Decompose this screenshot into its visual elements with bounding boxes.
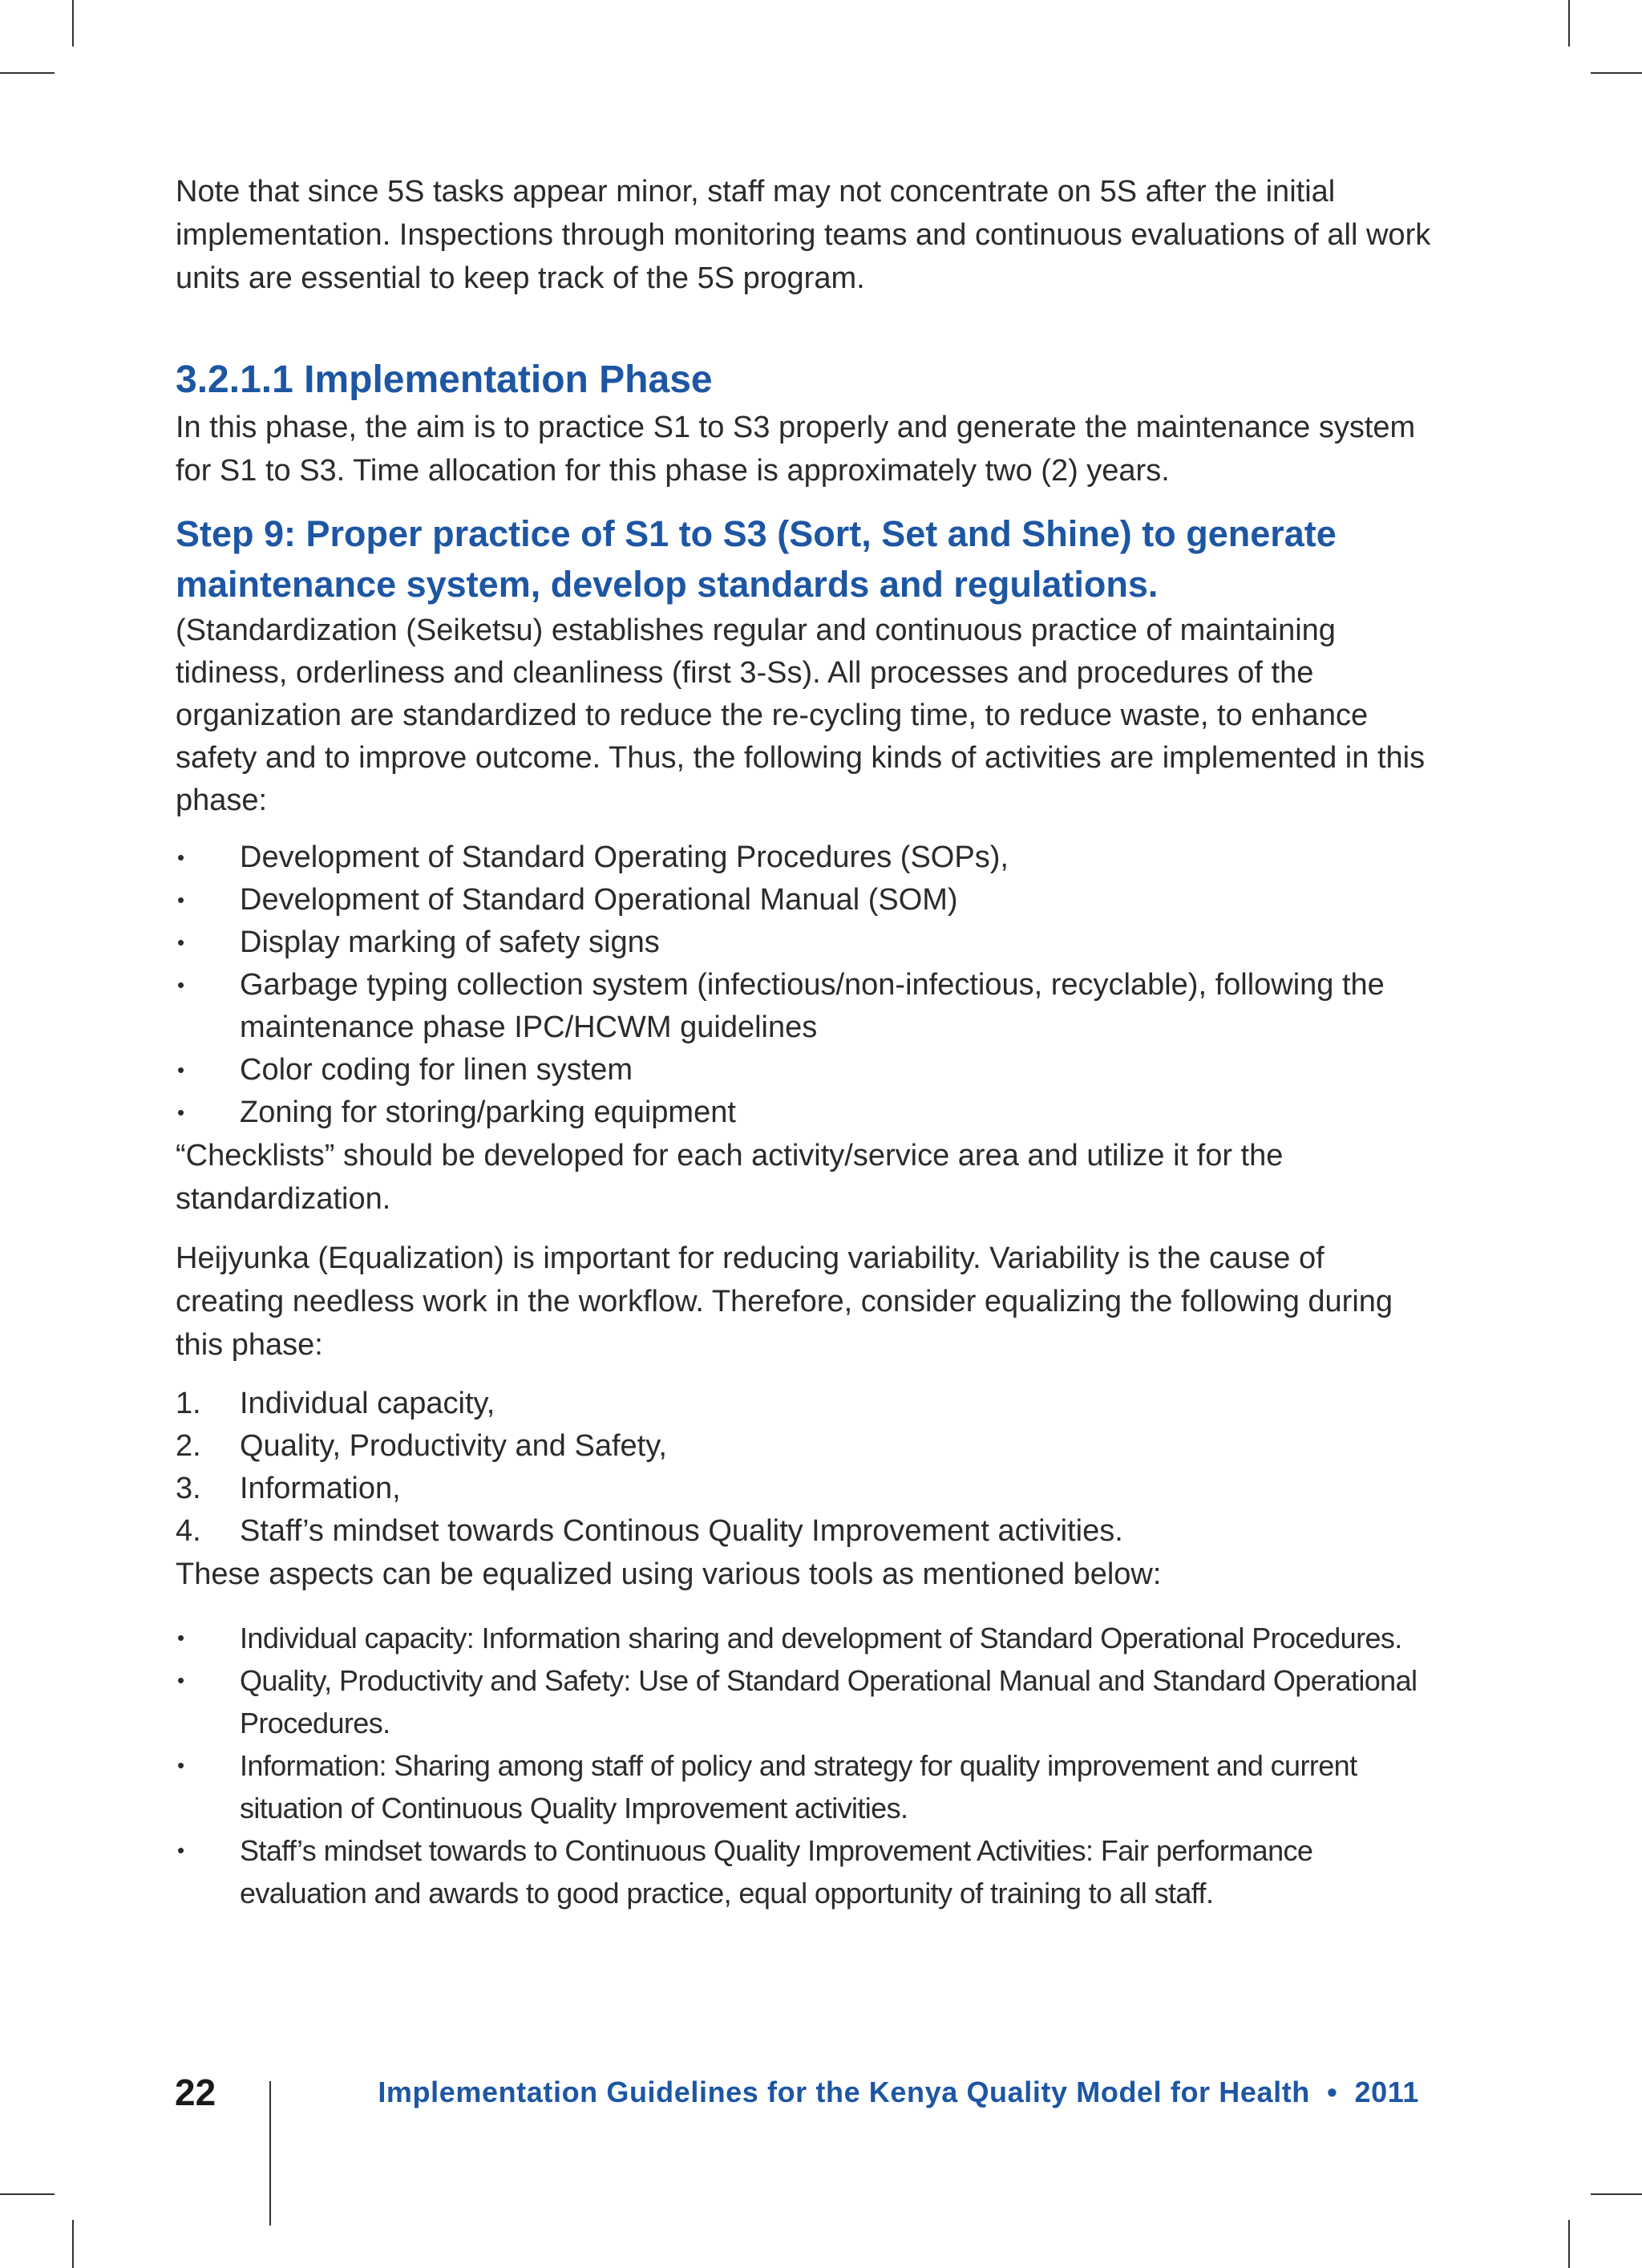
list-item-text: Information, xyxy=(240,1472,401,1505)
list-item xyxy=(176,1617,1438,1659)
list-item xyxy=(176,879,1438,921)
list-item-text: Development of Standard Operating Procedures (SOPs), xyxy=(240,840,1009,874)
list-number: 1. xyxy=(176,1387,201,1420)
crop-mark-bottom-right-vertical xyxy=(1568,2220,1570,2268)
bullet-icon: • xyxy=(177,1668,184,1692)
crop-mark-top-right-horizontal xyxy=(1591,72,1642,74)
bullet-icon: • xyxy=(177,930,185,954)
list-item-text: Individual capacity, xyxy=(240,1387,495,1420)
list-item-text: Garbage typing collection system (infectious/non-infectious, recyclable), following the maintenance phase IPC/HCWM guidelines xyxy=(240,968,1385,1044)
list-number: 2. xyxy=(176,1429,201,1463)
list-item-text: Development of Standard Operational Manual (SOM) xyxy=(240,883,958,917)
heijyunka-paragraph: Heijyunka (Equalization) is important for reducing variability. Variability is the cause of creating needless work in the workflow. Therefore, consider equalizing the following during this phase: xyxy=(176,1241,1393,1362)
list-item-text: Staff’s mindset towards to Continuous Quality Improvement Activities: Fair performance evaluation and awards to good practice, equal opportunity of training to all staff. xyxy=(240,1834,1313,1910)
list-item xyxy=(176,1468,1438,1510)
checklists-paragraph: “Checklists” should be developed for each activity/service area and utilize it for the standardization. xyxy=(176,1139,1284,1216)
equalize-list xyxy=(176,1383,1438,1553)
list-item xyxy=(176,1829,1438,1914)
list-item-text: Zoning for storing/parking equipment xyxy=(240,1096,736,1129)
list-item-text: Individual capacity: Information sharing and development of Standard Operational Procedures. xyxy=(240,1622,1402,1654)
list-item xyxy=(176,1744,1438,1829)
intro-paragraph: Note that since 5S tasks appear minor, staff may not concentrate on 5S after the initial implementation. Inspections through monitoring teams and continuous evaluations of all work units are essential to keep track of the 5S program. xyxy=(176,175,1431,295)
footer-divider xyxy=(269,2081,271,2225)
list-item-text: Information: Sharing among staff of policy and strategy for quality improvement and current situation of Continuous Quality Improvement activities. xyxy=(240,1749,1357,1825)
list-item xyxy=(176,1091,1438,1134)
activities-list xyxy=(176,836,1438,1134)
bullet-icon: • xyxy=(177,973,185,997)
bullet-icon: • xyxy=(177,1058,185,1082)
crop-mark-bottom-left-vertical xyxy=(72,2220,74,2268)
bullet-icon: • xyxy=(177,1100,185,1124)
crop-mark-top-left-horizontal xyxy=(0,72,55,74)
list-item xyxy=(176,964,1438,1049)
list-number: 4. xyxy=(176,1514,201,1548)
bullet-icon: • xyxy=(177,1626,184,1650)
list-item xyxy=(176,1425,1438,1468)
page-content xyxy=(176,170,1438,1914)
list-item-text: Quality, Productivity and Safety, xyxy=(240,1429,667,1463)
list-item xyxy=(176,1510,1438,1553)
aspects-paragraph: These aspects can be equalized using various tools as mentioned below: xyxy=(176,1557,1162,1591)
step-9-heading: Step 9: Proper practice of S1 to S3 (Sort, Set and Shine) to generate maintenance system, develop standards and regulations. xyxy=(176,513,1337,605)
bullet-icon: • xyxy=(177,1838,184,1862)
crop-mark-bottom-left-horizontal xyxy=(0,2193,55,2195)
bullet-icon: • xyxy=(177,1753,184,1777)
list-item xyxy=(176,921,1438,964)
crop-mark-bottom-right-horizontal xyxy=(1591,2193,1642,2195)
list-number: 3. xyxy=(176,1472,201,1505)
implementation-phase-paragraph: In this phase, the aim is to practice S1 to S3 properly and generate the maintenance system for S1 to S3. Time allocation for this phase is approximately two (2) years. xyxy=(176,411,1416,488)
crop-mark-top-right-vertical xyxy=(1568,0,1570,47)
list-item-text: Display marking of safety signs xyxy=(240,925,660,959)
crop-mark-top-left-vertical xyxy=(72,0,74,47)
bullet-icon: • xyxy=(177,888,185,912)
standardization-paragraph: (Standardization (Seiketsu) establishes regular and continuous practice of maintaining tidiness, orderliness and cleanliness (first 3-Ss). All processes and procedures of the organization are standardized to reduce the re-cycling time, to reduce waste, to enhance safety and to improve outcome. Thus, the following kinds of activities are implemented in this phase: xyxy=(176,614,1426,817)
list-item xyxy=(176,1659,1438,1744)
footer-title: Implementation Guidelines for the Kenya Quality Model for Health • 2011 xyxy=(378,2076,1419,2108)
list-item-text: Quality, Productivity and Safety: Use of Standard Operational Manual and Standard Operational Procedures. xyxy=(240,1664,1418,1739)
tools-list xyxy=(176,1617,1438,1914)
list-item xyxy=(176,1049,1438,1091)
implementation-phase-heading: 3.2.1.1 Implementation Phase xyxy=(176,358,713,401)
list-item-text: Staff’s mindset towards Continous Quality Improvement activities. xyxy=(240,1514,1123,1548)
list-item xyxy=(176,836,1438,879)
list-item xyxy=(176,1383,1438,1425)
bullet-icon: • xyxy=(177,845,185,869)
list-item-text: Color coding for linen system xyxy=(240,1053,633,1087)
page-number: 22 xyxy=(175,2072,216,2113)
